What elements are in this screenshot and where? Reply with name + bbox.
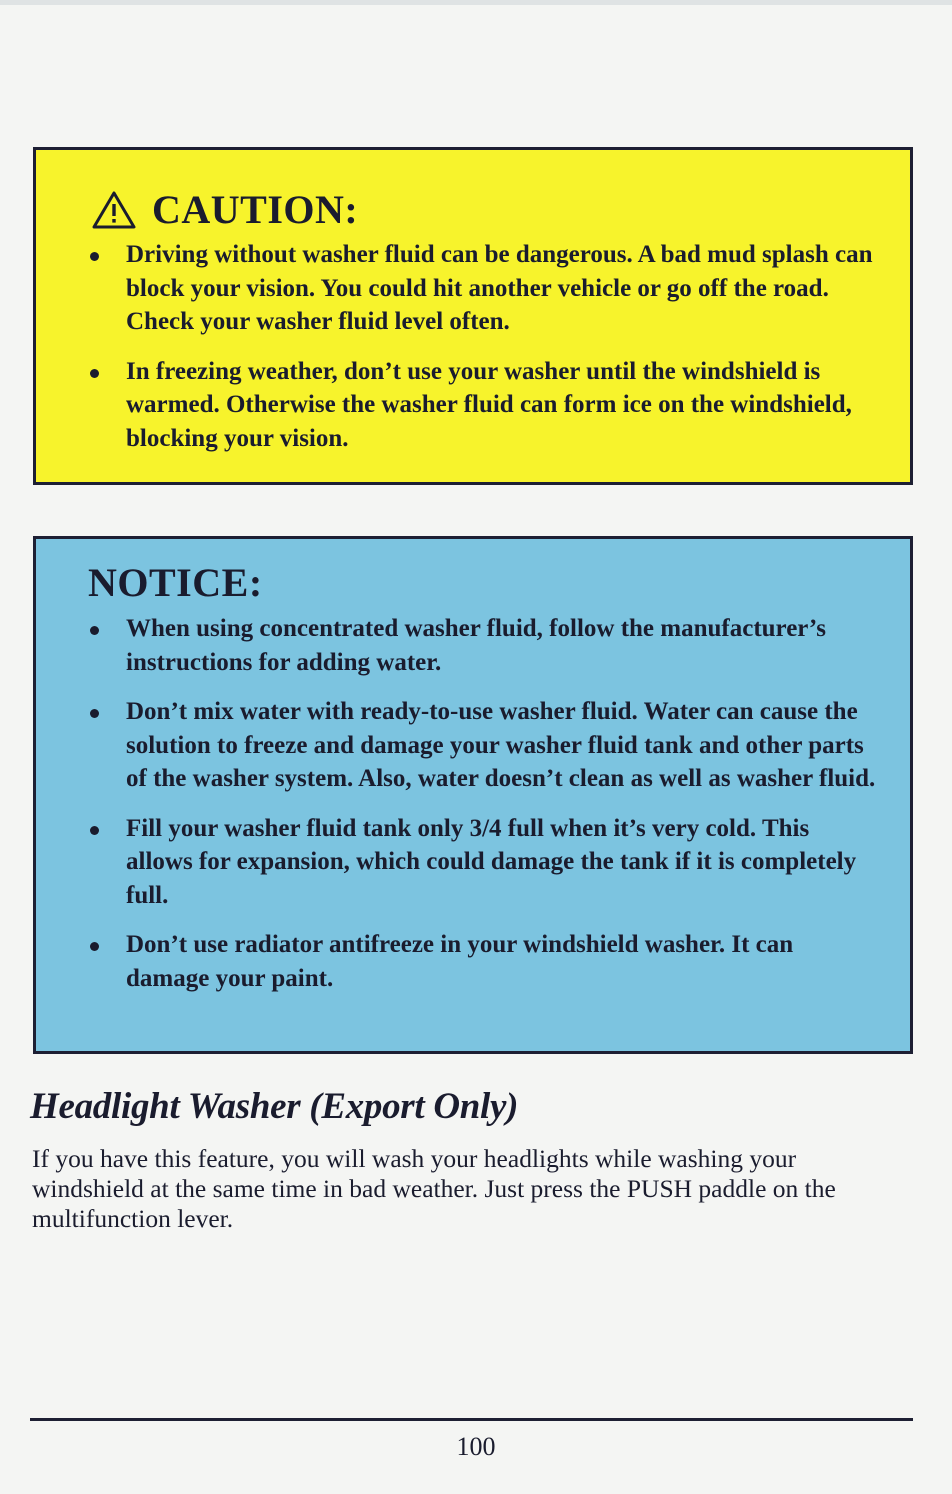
bullet-icon <box>90 709 99 718</box>
list-item <box>86 355 880 456</box>
bullet-text: In freezing weather, don’t use your washer until the windshield is warmed. Otherwise the washer fluid can form ice on the windshield, blocking your vision. <box>126 357 852 452</box>
notice-box <box>33 536 913 1054</box>
bullet-icon <box>90 942 99 951</box>
list-item <box>86 695 880 796</box>
warning-triangle-icon <box>92 190 136 230</box>
notice-bullet-list <box>86 612 880 1011</box>
caution-bullet-list <box>86 238 880 471</box>
list-item <box>86 612 880 679</box>
top-edge-rule <box>0 0 952 5</box>
section-body-text: If you have this feature, you will wash your headlights while washing your windshield at the same time in bad weather. Just press the PUSH paddle on the multifunction lever. <box>32 1144 836 1233</box>
list-item <box>86 812 880 913</box>
section-heading: Headlight Washer (Export Only) <box>30 1086 519 1127</box>
caution-heading-text: CAUTION: <box>152 187 359 232</box>
bullet-text: Fill your washer fluid tank only 3/4 full when it’s very cold. This allows for expansion, which could damage the tank if it is completely full. <box>126 814 857 909</box>
bullet-text: Don’t mix water with ready-to-use washer fluid. Water can cause the solution to freeze and damage your washer fluid tank and other parts of the washer system. Also, water doesn’t clean as well as washer fluid. <box>126 698 876 792</box>
bullet-text: Don’t use radiator antifreeze in your windshield washer. It can damage your paint. <box>126 931 794 992</box>
caution-box <box>33 147 913 485</box>
list-item <box>86 928 880 995</box>
list-item <box>86 238 880 339</box>
notice-heading: NOTICE: <box>88 560 263 605</box>
footer-rule <box>30 1418 913 1421</box>
bullet-icon <box>90 369 99 378</box>
bullet-icon <box>90 826 99 835</box>
bullet-icon <box>90 252 99 261</box>
page-number: 100 <box>456 1432 496 1461</box>
bullet-text: When using concentrated washer fluid, follow the manufacturer’s instructions for adding water. <box>126 615 826 676</box>
bullet-text: Driving without washer fluid can be dangerous. A bad mud splash can block your vision. You could hit another vehicle or go off the road. Check your washer fluid level often. <box>126 241 873 335</box>
bullet-icon <box>90 626 99 635</box>
caution-heading <box>92 187 359 232</box>
